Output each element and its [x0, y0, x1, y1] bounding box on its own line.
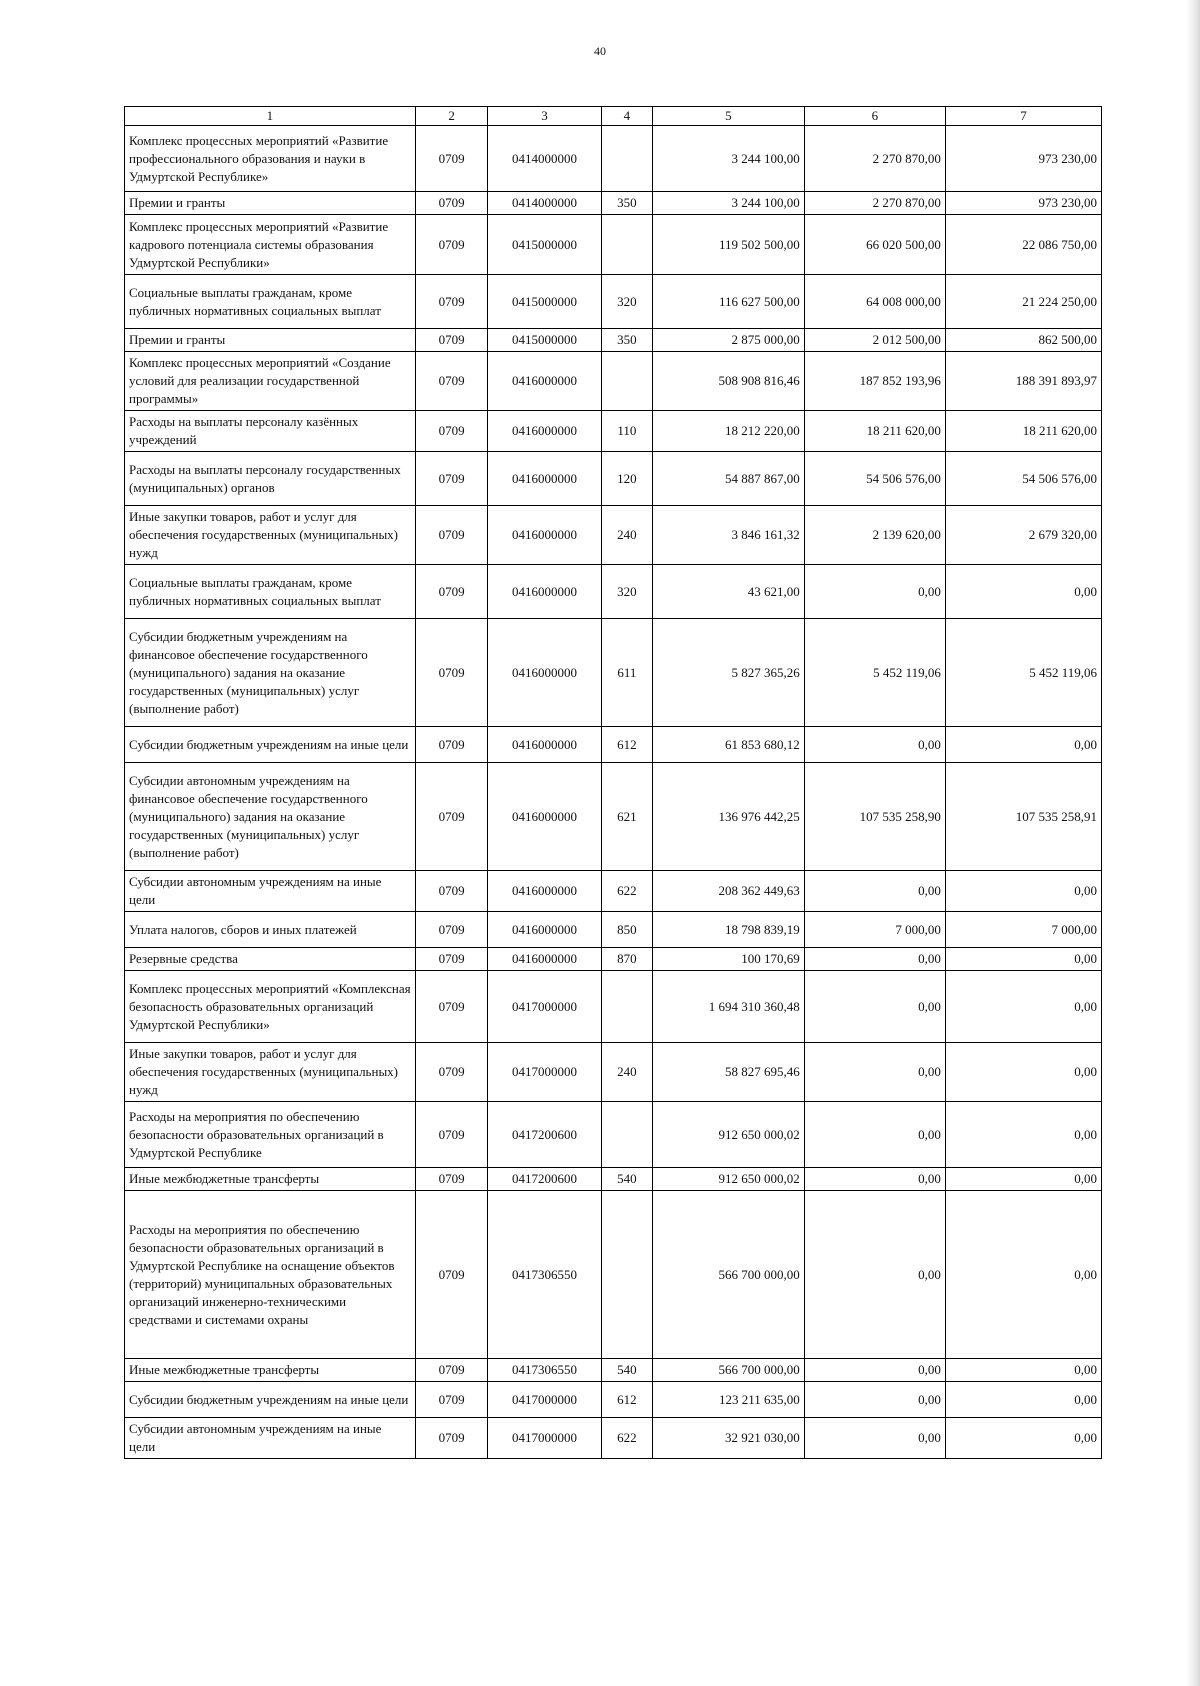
table-row	[125, 275, 1102, 329]
row-target-code: 0417000000	[488, 1382, 601, 1418]
row-name: Субсидии бюджетным учреждениям на финансовое обеспечение государственного (муниципального) задания на оказание государственных (муниципальных) услуг (выполнение работ)	[125, 619, 416, 727]
table-row	[125, 215, 1102, 275]
table-row	[125, 1168, 1102, 1191]
row-value-7: 862 500,00	[945, 329, 1101, 352]
row-value-5: 136 976 442,25	[653, 763, 805, 871]
row-name: Уплата налогов, сборов и иных платежей	[125, 912, 416, 948]
row-value-6: 0,00	[804, 948, 945, 971]
row-value-5: 1 694 310 360,48	[653, 971, 805, 1043]
table-row	[125, 452, 1102, 506]
table-row	[125, 871, 1102, 912]
table-row	[125, 126, 1102, 192]
row-target-code: 0415000000	[488, 329, 601, 352]
row-name: Субсидии автономным учреждениям на финансовое обеспечение государственного (муниципального) задания на оказание государственных (муниципальных) услуг (выполнение работ)	[125, 763, 416, 871]
row-target-code: 0414000000	[488, 192, 601, 215]
row-target-code: 0416000000	[488, 411, 601, 452]
row-value-5: 912 650 000,02	[653, 1168, 805, 1191]
row-value-7: 973 230,00	[945, 126, 1101, 192]
header-col-5: 5	[653, 107, 805, 126]
row-expense-type: 622	[601, 871, 652, 912]
row-value-5: 2 875 000,00	[653, 329, 805, 352]
row-expense-type: 621	[601, 763, 652, 871]
row-value-6: 18 211 620,00	[804, 411, 945, 452]
row-value-5: 566 700 000,00	[653, 1191, 805, 1359]
row-value-5: 61 853 680,12	[653, 727, 805, 763]
row-target-code: 0416000000	[488, 506, 601, 565]
row-name: Субсидии бюджетным учреждениям на иные цели	[125, 1382, 416, 1418]
row-section: 0709	[415, 1168, 488, 1191]
row-name: Расходы на мероприятия по обеспечению безопасности образовательных организаций в Удмуртской Республике на оснащение объектов (территорий) муниципальных образовательных организаций инженерно-техническими средствами и системами охраны	[125, 1191, 416, 1359]
row-section: 0709	[415, 1043, 488, 1102]
row-value-6: 2 012 500,00	[804, 329, 945, 352]
row-expense-type: 540	[601, 1168, 652, 1191]
row-target-code: 0416000000	[488, 763, 601, 871]
row-expense-type	[601, 1191, 652, 1359]
row-section: 0709	[415, 1191, 488, 1359]
row-value-5: 119 502 500,00	[653, 215, 805, 275]
row-section: 0709	[415, 1418, 488, 1459]
table-row	[125, 948, 1102, 971]
row-name: Иные закупки товаров, работ и услуг для обеспечения государственных (муниципальных) нужд	[125, 506, 416, 565]
row-value-6: 2 139 620,00	[804, 506, 945, 565]
row-value-5: 54 887 867,00	[653, 452, 805, 506]
row-value-7: 0,00	[945, 565, 1101, 619]
header-col-7: 7	[945, 107, 1101, 126]
table-body	[125, 126, 1102, 1459]
row-section: 0709	[415, 275, 488, 329]
row-value-5: 100 170,69	[653, 948, 805, 971]
row-target-code: 0417000000	[488, 1043, 601, 1102]
row-target-code: 0416000000	[488, 912, 601, 948]
row-value-7: 0,00	[945, 1191, 1101, 1359]
row-name: Комплекс процессных мероприятий «Развитие профессионального образования и науки в Удмуртской Республике»	[125, 126, 416, 192]
row-name: Расходы на выплаты персоналу казённых учреждений	[125, 411, 416, 452]
row-value-7: 0,00	[945, 871, 1101, 912]
row-expense-type: 350	[601, 329, 652, 352]
table-row	[125, 912, 1102, 948]
row-section: 0709	[415, 1382, 488, 1418]
row-target-code: 0416000000	[488, 352, 601, 411]
row-target-code: 0414000000	[488, 126, 601, 192]
row-section: 0709	[415, 619, 488, 727]
row-value-6: 187 852 193,96	[804, 352, 945, 411]
scan-edge	[1186, 0, 1200, 1686]
row-value-6: 0,00	[804, 1382, 945, 1418]
row-value-7: 973 230,00	[945, 192, 1101, 215]
row-value-7: 0,00	[945, 1102, 1101, 1168]
row-value-6: 64 008 000,00	[804, 275, 945, 329]
row-value-5: 58 827 695,46	[653, 1043, 805, 1102]
row-expense-type: 320	[601, 275, 652, 329]
row-value-7: 0,00	[945, 1359, 1101, 1382]
row-value-6: 0,00	[804, 1191, 945, 1359]
row-value-7: 0,00	[945, 727, 1101, 763]
row-value-6: 0,00	[804, 1359, 945, 1382]
row-value-5: 508 908 816,46	[653, 352, 805, 411]
row-name: Субсидии автономным учреждениям на иные цели	[125, 871, 416, 912]
row-value-6: 5 452 119,06	[804, 619, 945, 727]
row-value-6: 0,00	[804, 971, 945, 1043]
table-row	[125, 1359, 1102, 1382]
row-section: 0709	[415, 1359, 488, 1382]
row-name: Расходы на выплаты персоналу государственных (муниципальных) органов	[125, 452, 416, 506]
table-row	[125, 971, 1102, 1043]
row-target-code: 0417000000	[488, 971, 601, 1043]
row-name: Комплекс процессных мероприятий «Комплексная безопасность образовательных организаций Удмуртской Республики»	[125, 971, 416, 1043]
row-section: 0709	[415, 871, 488, 912]
row-section: 0709	[415, 763, 488, 871]
row-section: 0709	[415, 192, 488, 215]
row-value-5: 18 798 839,19	[653, 912, 805, 948]
row-target-code: 0416000000	[488, 452, 601, 506]
row-section: 0709	[415, 565, 488, 619]
row-value-5: 912 650 000,02	[653, 1102, 805, 1168]
row-value-6: 0,00	[804, 727, 945, 763]
header-col-4: 4	[601, 107, 652, 126]
budget-table	[124, 106, 1102, 1459]
row-target-code: 0417000000	[488, 1418, 601, 1459]
row-value-6: 2 270 870,00	[804, 126, 945, 192]
row-section: 0709	[415, 506, 488, 565]
row-expense-type: 240	[601, 506, 652, 565]
table-row	[125, 619, 1102, 727]
header-col-1: 1	[125, 107, 416, 126]
row-expense-type: 612	[601, 1382, 652, 1418]
row-value-5: 3 244 100,00	[653, 126, 805, 192]
table-row	[125, 506, 1102, 565]
row-value-5: 123 211 635,00	[653, 1382, 805, 1418]
row-section: 0709	[415, 727, 488, 763]
row-value-6: 0,00	[804, 1418, 945, 1459]
row-target-code: 0416000000	[488, 871, 601, 912]
row-name: Расходы на мероприятия по обеспечению безопасности образовательных организаций в Удмуртской Республике	[125, 1102, 416, 1168]
row-value-6: 107 535 258,90	[804, 763, 945, 871]
row-value-5: 3 244 100,00	[653, 192, 805, 215]
row-value-5: 3 846 161,32	[653, 506, 805, 565]
row-value-5: 566 700 000,00	[653, 1359, 805, 1382]
row-section: 0709	[415, 411, 488, 452]
row-name: Комплекс процессных мероприятий «Создание условий для реализации государственной программы»	[125, 352, 416, 411]
row-value-5: 208 362 449,63	[653, 871, 805, 912]
row-name: Иные межбюджетные трансферты	[125, 1168, 416, 1191]
row-name: Комплекс процессных мероприятий «Развитие кадрового потенциала системы образования Удмуртской Республики»	[125, 215, 416, 275]
row-value-7: 0,00	[945, 1168, 1101, 1191]
row-expense-type	[601, 1102, 652, 1168]
row-name: Резервные средства	[125, 948, 416, 971]
row-target-code: 0416000000	[488, 565, 601, 619]
row-expense-type: 120	[601, 452, 652, 506]
row-target-code: 0416000000	[488, 619, 601, 727]
row-value-7: 2 679 320,00	[945, 506, 1101, 565]
table-row	[125, 565, 1102, 619]
table-row	[125, 1418, 1102, 1459]
row-section: 0709	[415, 948, 488, 971]
row-value-6: 0,00	[804, 565, 945, 619]
row-expense-type: 540	[601, 1359, 652, 1382]
table-row	[125, 727, 1102, 763]
row-target-code: 0417306550	[488, 1191, 601, 1359]
row-name: Социальные выплаты гражданам, кроме публичных нормативных социальных выплат	[125, 565, 416, 619]
header-col-3: 3	[488, 107, 601, 126]
row-expense-type: 870	[601, 948, 652, 971]
row-value-7: 21 224 250,00	[945, 275, 1101, 329]
row-value-5: 116 627 500,00	[653, 275, 805, 329]
row-expense-type: 850	[601, 912, 652, 948]
row-value-5: 18 212 220,00	[653, 411, 805, 452]
row-section: 0709	[415, 126, 488, 192]
row-expense-type: 110	[601, 411, 652, 452]
row-value-7: 0,00	[945, 1382, 1101, 1418]
header-col-2: 2	[415, 107, 488, 126]
row-value-5: 5 827 365,26	[653, 619, 805, 727]
row-target-code: 0415000000	[488, 215, 601, 275]
header-col-6: 6	[804, 107, 945, 126]
table-row	[125, 1382, 1102, 1418]
row-target-code: 0415000000	[488, 275, 601, 329]
row-section: 0709	[415, 215, 488, 275]
row-value-7: 0,00	[945, 1043, 1101, 1102]
table-row	[125, 1102, 1102, 1168]
row-section: 0709	[415, 1102, 488, 1168]
row-section: 0709	[415, 452, 488, 506]
row-section: 0709	[415, 329, 488, 352]
row-expense-type: 240	[601, 1043, 652, 1102]
table-row	[125, 192, 1102, 215]
row-name: Социальные выплаты гражданам, кроме публичных нормативных социальных выплат	[125, 275, 416, 329]
row-expense-type: 320	[601, 565, 652, 619]
row-expense-type: 350	[601, 192, 652, 215]
row-value-7: 7 000,00	[945, 912, 1101, 948]
row-name: Субсидии бюджетным учреждениям на иные цели	[125, 727, 416, 763]
row-name: Премии и гранты	[125, 329, 416, 352]
row-target-code: 0417200600	[488, 1102, 601, 1168]
row-value-7: 0,00	[945, 971, 1101, 1043]
row-value-6: 0,00	[804, 1043, 945, 1102]
row-expense-type	[601, 215, 652, 275]
row-expense-type	[601, 126, 652, 192]
row-expense-type	[601, 352, 652, 411]
table-row	[125, 1043, 1102, 1102]
header-row	[125, 107, 1102, 126]
row-value-5: 32 921 030,00	[653, 1418, 805, 1459]
row-target-code: 0416000000	[488, 948, 601, 971]
row-expense-type: 611	[601, 619, 652, 727]
row-value-7: 188 391 893,97	[945, 352, 1101, 411]
row-value-6: 66 020 500,00	[804, 215, 945, 275]
table-row	[125, 352, 1102, 411]
row-section: 0709	[415, 912, 488, 948]
row-expense-type: 612	[601, 727, 652, 763]
row-expense-type	[601, 971, 652, 1043]
row-value-7: 5 452 119,06	[945, 619, 1101, 727]
row-target-code: 0416000000	[488, 727, 601, 763]
row-value-6: 7 000,00	[804, 912, 945, 948]
row-value-6: 2 270 870,00	[804, 192, 945, 215]
table-header	[125, 107, 1102, 126]
row-value-7: 54 506 576,00	[945, 452, 1101, 506]
page-number: 40	[594, 44, 606, 58]
row-section: 0709	[415, 971, 488, 1043]
row-value-6: 54 506 576,00	[804, 452, 945, 506]
row-name: Субсидии автономным учреждениям на иные цели	[125, 1418, 416, 1459]
row-value-7: 107 535 258,91	[945, 763, 1101, 871]
row-name: Иные межбюджетные трансферты	[125, 1359, 416, 1382]
row-value-7: 0,00	[945, 1418, 1101, 1459]
table-row	[125, 1191, 1102, 1359]
row-value-7: 22 086 750,00	[945, 215, 1101, 275]
row-value-7: 0,00	[945, 948, 1101, 971]
row-value-6: 0,00	[804, 1168, 945, 1191]
row-target-code: 0417200600	[488, 1168, 601, 1191]
row-value-5: 43 621,00	[653, 565, 805, 619]
row-expense-type: 622	[601, 1418, 652, 1459]
row-target-code: 0417306550	[488, 1359, 601, 1382]
row-value-6: 0,00	[804, 1102, 945, 1168]
row-name: Иные закупки товаров, работ и услуг для обеспечения государственных (муниципальных) нужд	[125, 1043, 416, 1102]
row-value-6: 0,00	[804, 871, 945, 912]
table-row	[125, 411, 1102, 452]
row-value-7: 18 211 620,00	[945, 411, 1101, 452]
table-row	[125, 329, 1102, 352]
row-section: 0709	[415, 352, 488, 411]
table-row	[125, 763, 1102, 871]
row-name: Премии и гранты	[125, 192, 416, 215]
